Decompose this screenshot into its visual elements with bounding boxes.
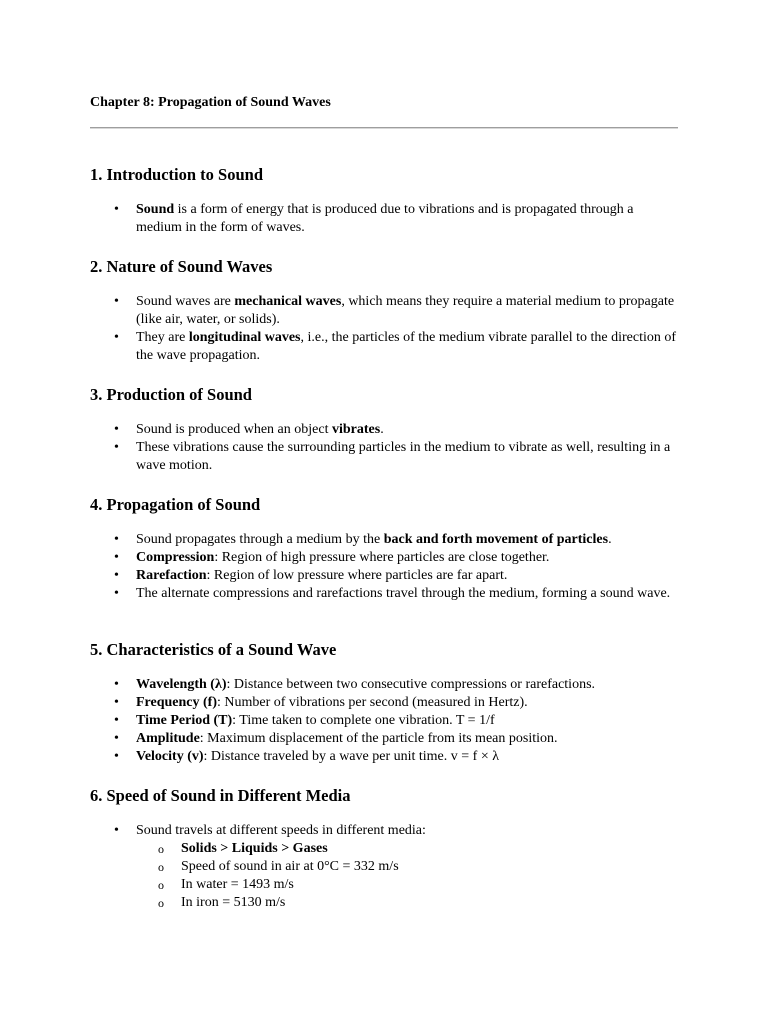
list-item xyxy=(90,730,680,748)
bold-term: vibrates xyxy=(331,422,381,437)
list-item xyxy=(90,585,680,603)
item-text: : Distance between two consecutive compressions or rarefactions. xyxy=(226,677,596,692)
section-heading: 4. Propagation of Sound xyxy=(90,495,261,514)
item-text: : Region of low pressure where particles are far apart. xyxy=(206,568,508,583)
section-heading: 1. Introduction to Sound xyxy=(90,165,264,184)
sub-bullet-list xyxy=(90,840,680,912)
item-text: is a form of energy that is produced due to vibrations and is propagated through a medium in the form of waves. xyxy=(136,202,634,235)
item-text: In iron = 5130 m/s xyxy=(181,895,286,910)
bullet-list xyxy=(90,421,680,475)
bold-term: Compression xyxy=(136,550,215,565)
list-item xyxy=(90,549,680,567)
sub-list-item xyxy=(90,840,680,858)
item-text: : Region of high pressure where particles are close together. xyxy=(214,550,550,565)
list-item xyxy=(90,748,680,766)
list-item xyxy=(90,421,680,439)
list-item xyxy=(90,567,680,585)
list-item xyxy=(90,694,680,712)
section-speed-of-sound xyxy=(90,786,680,912)
item-text: . xyxy=(608,532,612,547)
item-text-prefix: They are xyxy=(136,330,189,345)
bullet-list xyxy=(90,531,680,603)
bullet-icon xyxy=(114,421,119,439)
bold-term: Time Period (T) xyxy=(136,713,233,728)
bullet-icon xyxy=(114,748,119,766)
list-item xyxy=(90,531,680,549)
circle-bullet-icon xyxy=(158,858,164,876)
sub-list-item xyxy=(90,858,680,876)
horizontal-rule xyxy=(90,127,678,129)
bullet-icon xyxy=(114,293,119,311)
list-item xyxy=(90,201,680,237)
bold-term: Rarefaction xyxy=(136,568,207,583)
bullet-icon xyxy=(114,329,119,347)
bullet-icon xyxy=(114,201,119,219)
document-title: Chapter 8: Propagation of Sound Waves xyxy=(90,95,331,110)
item-text: : Distance traveled by a wave per unit time. v = f × λ xyxy=(203,749,500,764)
section-heading: 6. Speed of Sound in Different Media xyxy=(90,786,351,805)
bold-term: back and forth movement of particles xyxy=(383,532,609,547)
item-text: Speed of sound in air at 0°C = 332 m/s xyxy=(181,859,399,874)
section-introduction xyxy=(90,165,680,237)
bullet-icon xyxy=(114,549,119,567)
item-text: These vibrations cause the surrounding particles in the medium to vibrate as well, resulting in a wave motion. xyxy=(136,440,671,473)
item-text: The alternate compressions and rarefactions travel through the medium, forming a sound wave. xyxy=(136,586,671,601)
bullet-list xyxy=(90,822,680,840)
circle-bullet-icon xyxy=(158,876,164,894)
section-characteristics xyxy=(90,640,680,766)
sub-list-item xyxy=(90,894,680,912)
item-text: : Time taken to complete one vibration. T = 1/f xyxy=(232,713,495,728)
bullet-icon xyxy=(114,676,119,694)
list-item xyxy=(90,293,680,329)
item-text: , which means they require a material medium to propagate (like air, water, or solids). xyxy=(136,294,675,327)
list-item xyxy=(90,822,680,840)
bold-term: mechanical waves xyxy=(234,294,342,309)
item-text: : Number of vibrations per second (measured in Hertz). xyxy=(217,695,528,710)
section-propagation xyxy=(90,495,680,603)
circle-bullet-icon xyxy=(158,840,164,858)
bullet-icon xyxy=(114,585,119,603)
item-text: . xyxy=(380,422,384,437)
section-production xyxy=(90,385,680,475)
bullet-icon xyxy=(114,712,119,730)
list-item xyxy=(90,439,680,475)
bold-term: Solids > Liquids > Gases xyxy=(181,841,328,856)
list-item xyxy=(90,329,680,365)
bullet-list xyxy=(90,676,680,766)
bullet-icon xyxy=(114,694,119,712)
bullet-icon xyxy=(114,567,119,585)
item-text: In water = 1493 m/s xyxy=(181,877,294,892)
item-text-prefix: Sound propagates through a medium by the xyxy=(136,532,384,547)
bold-term: Amplitude xyxy=(136,731,200,746)
list-item xyxy=(90,712,680,730)
item-text: , i.e., the particles of the medium vibrate parallel to the direction of the wave propagation. xyxy=(136,330,677,363)
section-heading: 2. Nature of Sound Waves xyxy=(90,257,273,276)
sub-list-item xyxy=(90,876,680,894)
item-text-prefix: Sound waves are xyxy=(136,294,235,309)
bullet-icon xyxy=(114,439,119,457)
section-nature xyxy=(90,257,680,365)
bullet-icon xyxy=(114,531,119,549)
bold-term: longitudinal waves xyxy=(188,330,301,345)
bold-term: Velocity (v) xyxy=(136,749,204,764)
item-text-prefix: Sound is produced when an object xyxy=(136,422,332,437)
list-item xyxy=(90,676,680,694)
item-text: : Maximum displacement of the particle from its mean position. xyxy=(199,731,558,746)
bullet-icon xyxy=(114,730,119,748)
bullet-list xyxy=(90,293,680,365)
section-heading: 5. Characteristics of a Sound Wave xyxy=(90,640,337,659)
bold-term: Sound xyxy=(136,202,175,217)
item-text: Sound travels at different speeds in different media: xyxy=(136,823,426,838)
section-heading: 3. Production of Sound xyxy=(90,385,252,404)
circle-bullet-icon xyxy=(158,894,164,912)
bullet-list xyxy=(90,201,680,237)
bullet-icon xyxy=(114,822,119,840)
bold-term: Frequency (f) xyxy=(136,695,217,710)
bold-term: Wavelength (λ) xyxy=(136,677,227,692)
